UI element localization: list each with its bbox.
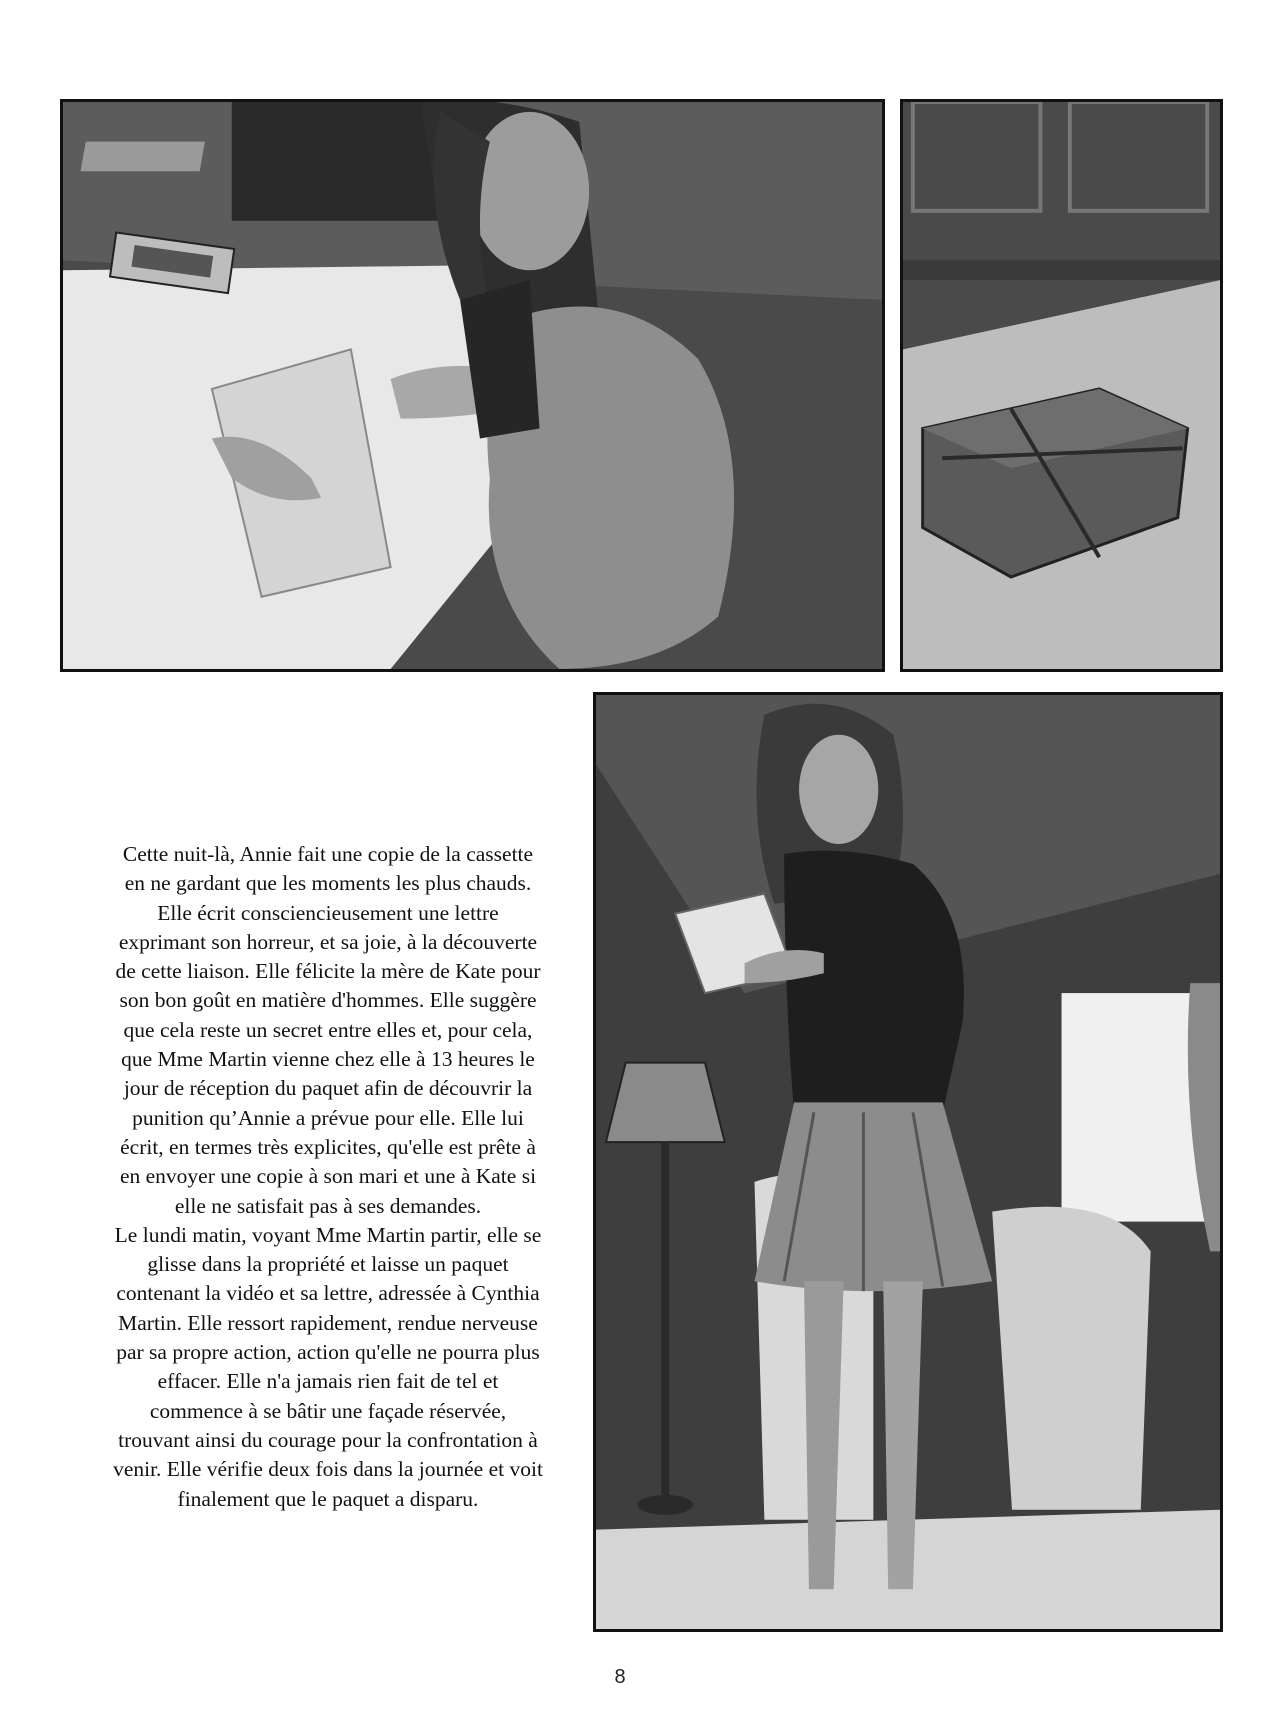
narration-line: Elle écrit consciencieusement une lettre [157, 900, 499, 925]
panel-parcel [900, 99, 1223, 672]
narration-line: Martin. Elle ressort rapidement, rendue nerveuse [118, 1310, 538, 1335]
narration-line: Cette nuit-là, Annie fait une copie de la cassette [122, 842, 534, 866]
narration-line: écrit, en termes très explicites, qu'elle est prête à [120, 1134, 536, 1159]
narration-line: finalement que le paquet a disparu. [177, 1486, 479, 1511]
narration-line: glisse dans la propriété et laisse un paquet [147, 1252, 509, 1277]
narration-line: que Mme Martin vienne chez elle à 13 heures le [121, 1047, 535, 1072]
narration-line: trouvant ainsi du courage pour la confrontation à [118, 1427, 538, 1452]
panel-writing-letter [60, 99, 885, 672]
narration-text [78, 840, 578, 1514]
panel-reading-letter [593, 692, 1223, 1632]
page-number: 8 [614, 1666, 626, 1688]
narration-line: par sa propre action, action qu'elle ne pourra plus [116, 1340, 540, 1365]
narration-line: elle ne satisfait pas à ses demandes. [174, 1193, 482, 1218]
narration-line: exprimant son horreur, et sa joie, à la découverte [118, 929, 538, 954]
narration-line: en ne gardant que les moments les plus chauds. [124, 871, 532, 896]
narration-line: punition qu’Annie a prévue pour elle. Elle lui [132, 1105, 524, 1130]
narration-line: en envoyer une copie à son mari et une à Kate si [119, 1164, 537, 1189]
narration-line: jour de réception du paquet afin de découvrir la [123, 1076, 533, 1101]
narration-line: venir. Elle vérifie deux fois dans la journée et voit [113, 1457, 543, 1482]
illustration-parcel [903, 102, 1220, 669]
narration-line: effacer. Elle n'a jamais rien fait de tel et [157, 1369, 499, 1394]
narration-line: que cela reste un secret entre elles et, pour cela, [123, 1017, 533, 1042]
illustration-reading-letter [596, 695, 1220, 1629]
illustration-writing-letter [63, 102, 882, 669]
narration-line: de cette liaison. Elle félicite la mère de Kate pour [115, 959, 541, 984]
narration-line: Le lundi matin, voyant Mme Martin partir, elle se [114, 1222, 542, 1247]
narration-line: son bon goût en matière d'hommes. Elle suggère [119, 988, 537, 1013]
narration-line: commence à se bâtir une façade réservée, [149, 1398, 507, 1423]
narration-line: contenant la vidéo et sa lettre, adressée à Cynthia [116, 1281, 540, 1306]
